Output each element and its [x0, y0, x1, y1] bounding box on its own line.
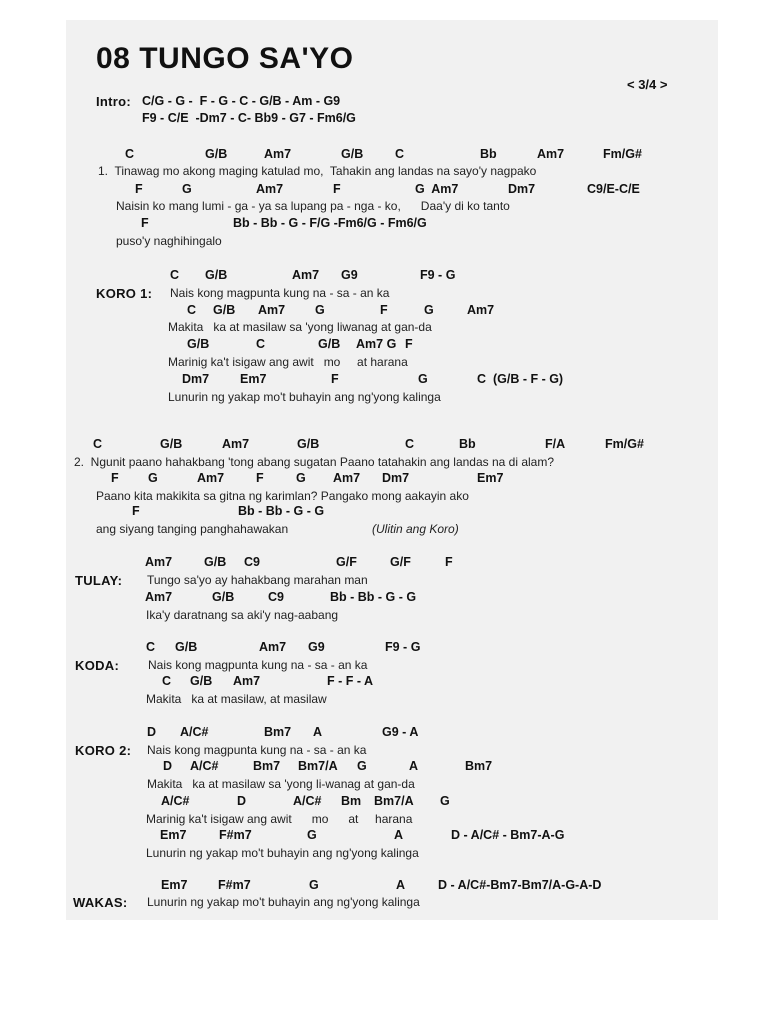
section-label-koda: KODA:	[75, 658, 120, 673]
chord: F	[256, 471, 264, 485]
lyric-line: Nais kong magpunta kung na - sa - an ka	[147, 743, 367, 757]
chord: F	[141, 216, 149, 230]
chord: Am7	[258, 303, 286, 317]
chord: Am7	[259, 640, 287, 654]
chord: G/F	[390, 555, 411, 569]
chord: Bm7/A	[298, 759, 338, 773]
intro-chords-line-1: C/G - G - F - G - C - G/B - Am - G9	[142, 94, 341, 108]
chord: C	[256, 337, 266, 351]
lyric-line: Makita ka at masilaw sa 'yong liwanag at gan-da	[168, 320, 432, 334]
chord: G/B	[204, 555, 227, 569]
chord: C	[125, 147, 135, 161]
chord: A	[409, 759, 419, 773]
chord: G Am7	[415, 182, 459, 196]
chord: Bb - Bb - G - F/G -Fm6/G - Fm6/G	[233, 216, 427, 230]
time-signature: < 3/4 >	[627, 77, 668, 92]
chord: G	[357, 759, 367, 773]
chord: F	[333, 182, 341, 196]
chord: G	[148, 471, 158, 485]
lyric-line: ang siyang tanging panghahawakan	[96, 522, 289, 536]
chord: G/B	[187, 337, 210, 351]
chord: Bm7/A	[374, 794, 414, 808]
intro-chords-line-2: F9 - C/E -Dm7 - C- Bb9 - G7 - Fm6/G	[142, 111, 356, 125]
chord: Bb	[480, 147, 497, 161]
chord: Fm/G#	[605, 437, 644, 451]
chord: Am7	[256, 182, 284, 196]
chord: Bb	[459, 437, 476, 451]
chord: Am7	[467, 303, 495, 317]
song-title: 08 TUNGO SA'YO	[96, 42, 354, 75]
chord: C9	[244, 555, 260, 569]
section-label-wakas: WAKAS:	[73, 895, 128, 910]
chord: Am7	[197, 471, 225, 485]
chord: G/B	[175, 640, 198, 654]
chord: Em7	[161, 878, 188, 892]
chord: D	[147, 725, 157, 739]
chord: F#m7	[219, 828, 252, 842]
chord: F9 - G	[385, 640, 421, 654]
chord: F9 - G	[420, 268, 456, 282]
chord: A	[396, 878, 406, 892]
chord: A	[394, 828, 404, 842]
chord: F	[405, 337, 413, 351]
lyric-line: Nais kong magpunta kung na - sa - an ka	[148, 658, 368, 672]
lyric-line: Lunurin ng yakap mo't buhayin ang ng'yong kalinga	[146, 846, 419, 860]
chord: C	[146, 640, 156, 654]
chord: G	[296, 471, 306, 485]
chord: Am7	[233, 674, 261, 688]
chord: G/B	[213, 303, 236, 317]
chord: F - F - A	[327, 674, 374, 688]
chord: G9	[341, 268, 358, 282]
chord: C (G/B - F - G)	[477, 372, 564, 386]
chord: C9/E-C/E	[587, 182, 640, 196]
chord: D	[237, 794, 247, 808]
chord: F	[132, 504, 140, 518]
chord: Bb - Bb - G - G	[238, 504, 325, 518]
section-label-koro-1: KORO 1:	[96, 286, 153, 301]
lyric-line: Naisin ko mang lumi - ga - ya sa lupang pa - nga - ko, Daa'y di ko tanto	[116, 199, 510, 213]
chord: A/C#	[293, 794, 322, 808]
chord: G	[182, 182, 192, 196]
chord: Fm/G#	[603, 147, 642, 161]
chord: Bm	[341, 794, 362, 808]
chord: Em7	[160, 828, 187, 842]
repeat-chorus-note: (Ulitin ang Koro)	[372, 522, 459, 536]
lyric-line: Marinig ka't isigaw ang awit mo at harana	[146, 812, 413, 826]
chord: G9	[308, 640, 325, 654]
chord: Am7	[145, 555, 173, 569]
chord: C	[405, 437, 415, 451]
chord: F	[445, 555, 453, 569]
lyric-line: Nais kong magpunta kung na - sa - an ka	[170, 286, 390, 300]
chord: C	[395, 147, 405, 161]
chord: G	[424, 303, 434, 317]
chord: F#m7	[218, 878, 251, 892]
chord: F	[331, 372, 339, 386]
chord: C	[187, 303, 197, 317]
chord: C9	[268, 590, 284, 604]
lyric-line: Tungo sa'yo ay hahakbang marahan man	[147, 573, 368, 587]
chord: Dm7	[508, 182, 536, 196]
chord: Am7	[264, 147, 292, 161]
lyric-line: Makita ka at masilaw sa 'yong li-wanag at gan-da	[147, 777, 415, 791]
section-label-tulay: TULAY:	[75, 573, 123, 588]
lyric-line: Ika'y daratnang sa aki'y nag-aabang	[146, 608, 339, 622]
chord: C	[162, 674, 172, 688]
chord: Bm7	[264, 725, 292, 739]
chord: Am7 G	[356, 337, 397, 351]
lyric-line: 2. Ngunit paano hahakbang 'tong abang sugatan Paano tatahakin ang landas na di alam?	[74, 455, 555, 469]
chord: Bm7	[465, 759, 493, 773]
section-label-intro: Intro:	[96, 94, 132, 109]
lyric-line: Lunurin ng yakap mo't buhayin ang ng'yong kalinga	[168, 390, 441, 404]
chord: C	[93, 437, 103, 451]
chord: F	[111, 471, 119, 485]
chord: Bb - Bb - G - G	[330, 590, 417, 604]
chord: G/B	[160, 437, 183, 451]
chord: G/B	[205, 147, 228, 161]
lyric-line: Paano kita makikita sa gitna ng karimlan? Pangako mong aakayin ako	[96, 489, 469, 503]
chord: G	[307, 828, 317, 842]
chord: Em7	[477, 471, 504, 485]
chord: Em7	[240, 372, 267, 386]
chord: G	[315, 303, 325, 317]
chord: G	[418, 372, 428, 386]
chord: Dm7	[382, 471, 410, 485]
chord: G/B	[205, 268, 228, 282]
chord: D	[163, 759, 173, 773]
lyric-line: puso'y naghihingalo	[116, 234, 222, 248]
chord: G	[309, 878, 319, 892]
chord: D - A/C#-Bm7-Bm7/A-G-A-D	[438, 878, 602, 892]
chord: A	[313, 725, 323, 739]
section-label-koro-2: KORO 2:	[75, 743, 132, 758]
chord: G/B	[297, 437, 320, 451]
chord: C	[170, 268, 180, 282]
chord: G/B	[341, 147, 364, 161]
chord: Bm7	[253, 759, 281, 773]
chord: A/C#	[161, 794, 190, 808]
chord: A/C#	[180, 725, 209, 739]
chord: G/F	[336, 555, 357, 569]
chord: G/B	[318, 337, 341, 351]
chord: F/A	[545, 437, 566, 451]
chord: Am7	[222, 437, 250, 451]
chord: Am7	[145, 590, 173, 604]
chord: G9 - A	[382, 725, 419, 739]
chord: G/B	[190, 674, 213, 688]
chord: D - A/C# - Bm7-A-G	[451, 828, 565, 842]
chord: Dm7	[182, 372, 210, 386]
chord: Am7	[292, 268, 320, 282]
lyric-line: Makita ka at masilaw, at masilaw	[146, 692, 327, 706]
chord: G/B	[212, 590, 235, 604]
lyric-line: 1. Tinawag mo akong maging katulad mo, Tahakin ang landas na sayo'y nagpako	[98, 164, 537, 178]
lyric-line: Lunurin ng yakap mo't buhayin ang ng'yong kalinga	[147, 895, 420, 909]
lyric-line: Marinig ka't isigaw ang awit mo at harana	[168, 355, 408, 369]
chord: Am7	[333, 471, 361, 485]
chord: A/C#	[190, 759, 219, 773]
chord: G	[440, 794, 450, 808]
chord: F	[380, 303, 388, 317]
chord: Am7	[537, 147, 565, 161]
chord: F	[135, 182, 143, 196]
